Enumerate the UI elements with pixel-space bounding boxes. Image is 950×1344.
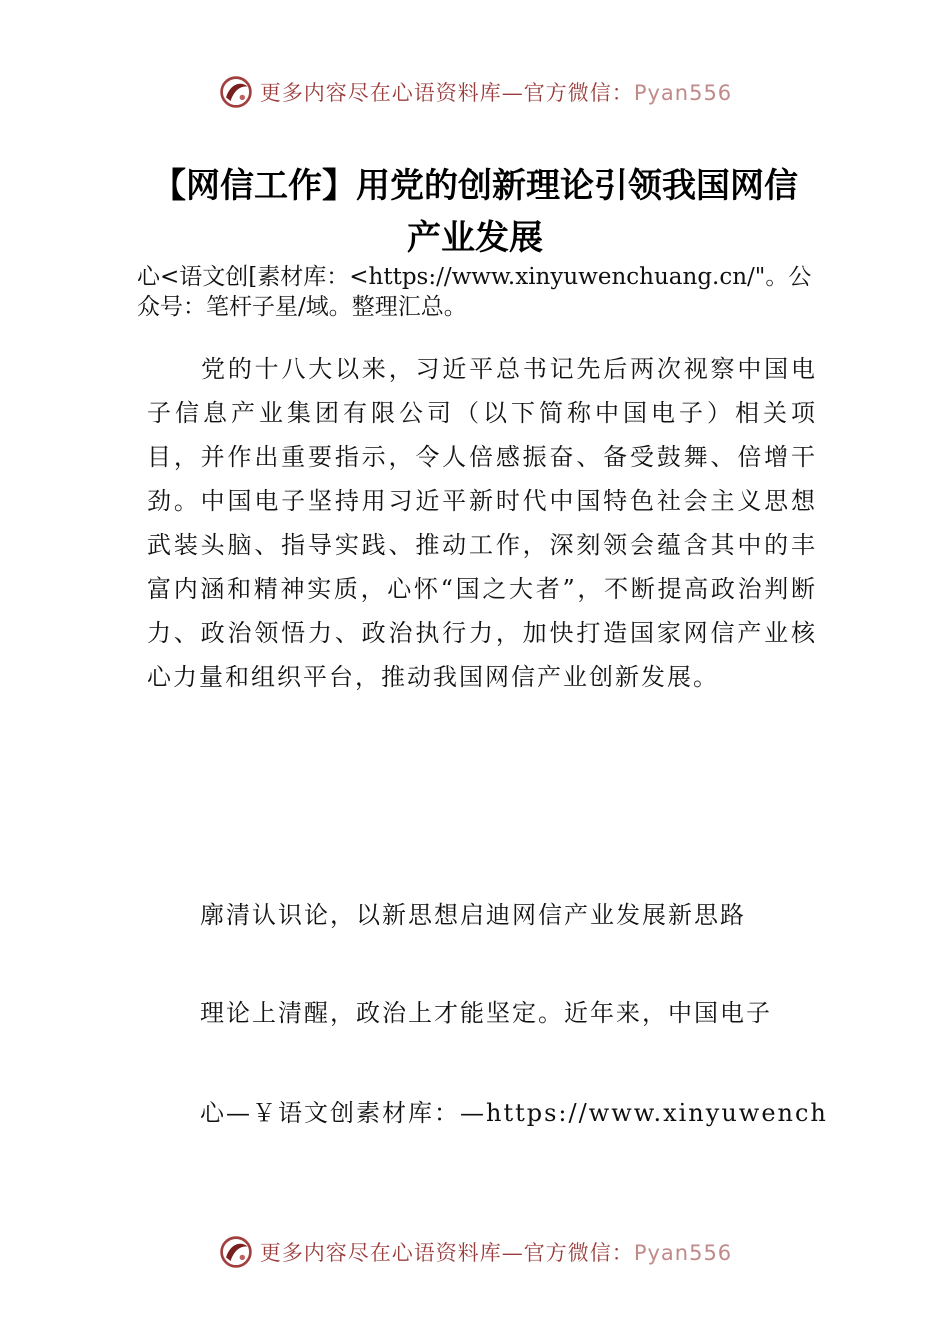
banner-account: Pyan556 <box>633 81 733 105</box>
title-line-2: 产业发展 <box>407 218 543 258</box>
header-banner <box>0 70 950 114</box>
banner-text: 更多内容尽在心语资料库—官方微信：Pyan556 <box>259 1241 733 1265</box>
source-note-2: 心—￥语文创素材库：—https://www.xinyuwench <box>200 1099 828 1127</box>
body-paragraph-2: 理论上清醒，政治上才能坚定。近年来，中国电子 <box>200 999 772 1027</box>
brand-logo-icon <box>218 74 254 110</box>
banner-text: 更多内容尽在心语资料库—官方微信：Pyan556 <box>259 81 733 105</box>
section-heading: 廓清认识论，以新思想启迪网信产业发展新思路 <box>200 901 746 929</box>
brand-logo-icon <box>218 1234 254 1270</box>
banner-account: Pyan556 <box>633 1241 733 1265</box>
document-title <box>80 160 870 264</box>
intro-paragraph: 党的十八大以来，习近平总书记先后两次视察中国电子信息产业集团有限公司（以下简称中国电子）相关项目，并作出重要指示，令人倍感振奋、备受鼓舞、倍增干劲。中国电子坚持用习近平新时代中国特色社会主义思想武装头脑、指导实践、推动工作，深刻领会蕴含其中的丰富内涵和精神实质，心怀“国之大者”，不断提高政治判断力、政治领悟力、政治执行力，加快打造国家网信产业核心力量和组织平台，推动我国网信产业创新发展。 <box>147 355 817 691</box>
title-line-1: 【网信工作】用党的创新理论引领我国网信 <box>152 166 798 206</box>
footer-banner <box>0 1230 950 1274</box>
source-note: 心<语文创[素材库：<https://www.xinyuwenchuang.cn/"。公众号：笔杆子星/域。整理汇总。 <box>137 264 812 320</box>
